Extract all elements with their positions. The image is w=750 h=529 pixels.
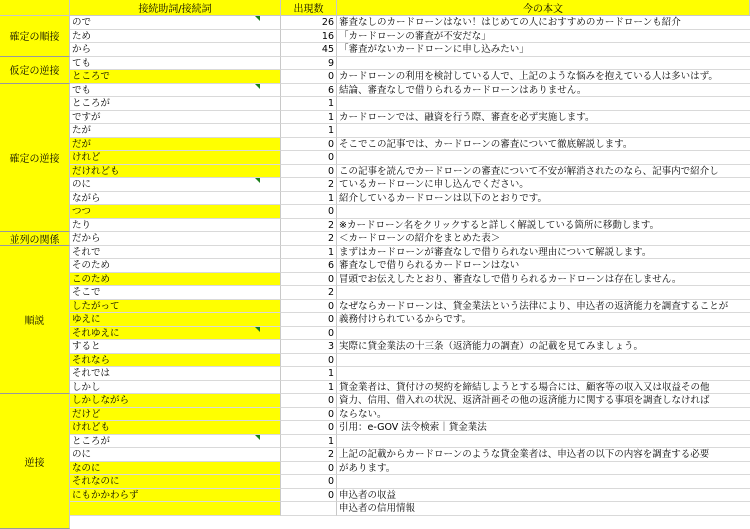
count-cell[interactable]: 2 — [281, 448, 337, 462]
table-row — [0, 219, 750, 233]
table-row — [0, 408, 750, 422]
body-text-cell[interactable]: 実際に貸金業法の十三条（返済能力の調査）の記載を見てみましょう。 — [337, 340, 750, 354]
count-cell[interactable]: 2 — [281, 219, 337, 233]
body-text-cell[interactable]: カードローンの利用を検討している人で、上記のような悩みを抱えている人は多いはず。 — [337, 70, 750, 84]
count-cell[interactable]: 0 — [281, 327, 337, 341]
count-cell[interactable]: 0 — [281, 394, 337, 408]
table-row — [0, 462, 750, 476]
count-cell[interactable]: 6 — [281, 84, 337, 98]
conjunction-cell[interactable]: そのため — [70, 259, 281, 273]
body-text-cell[interactable] — [337, 151, 750, 165]
conjunction-cell[interactable]: ながら — [70, 192, 281, 206]
count-cell[interactable]: 0 — [281, 354, 337, 368]
body-text-cell[interactable]: ならない。 — [337, 408, 750, 422]
body-text-cell[interactable]: そこでこの記事では、カードローンの審査について徹底解説します。 — [337, 138, 750, 152]
table-row — [0, 57, 750, 71]
table-row — [0, 340, 750, 354]
conjunction-cell[interactable]: だから — [70, 232, 281, 246]
count-cell[interactable]: 1 — [281, 124, 337, 138]
conjunction-cell[interactable]: だけれども — [70, 165, 281, 179]
conjunction-cell[interactable]: ですが — [70, 111, 281, 125]
category-group-cell[interactable]: 仮定の逆接 — [0, 57, 70, 84]
header-count[interactable]: 出現数 — [281, 0, 337, 16]
conjunction-cell[interactable]: ところが — [70, 435, 281, 449]
table-row — [0, 313, 750, 327]
body-text-cell[interactable] — [337, 286, 750, 300]
conjunction-cell[interactable] — [70, 502, 281, 516]
body-text-cell[interactable]: カードローンでは、融資を行う際、審査を必ず実施します。 — [337, 111, 750, 125]
body-text-cell[interactable]: ＜カードローンの紹介をまとめた表＞ — [337, 232, 750, 246]
conjunction-cell[interactable]: たり — [70, 219, 281, 233]
conjunction-cell[interactable]: にもかかわらず — [70, 489, 281, 503]
conjunction-cell[interactable]: ところで — [70, 70, 281, 84]
count-cell[interactable]: 0 — [281, 313, 337, 327]
comment-indicator-icon — [255, 435, 260, 440]
count-cell[interactable]: 1 — [281, 435, 337, 449]
body-text-cell[interactable] — [337, 205, 750, 219]
table-row — [0, 151, 750, 165]
count-cell[interactable]: 0 — [281, 151, 337, 165]
count-cell[interactable]: 0 — [281, 475, 337, 489]
body-text-cell[interactable]: があります。 — [337, 462, 750, 476]
body-text-cell[interactable]: ているカードローンに申し込んでください。 — [337, 178, 750, 192]
conjunction-cell[interactable]: なのに — [70, 462, 281, 476]
count-cell[interactable]: 6 — [281, 259, 337, 273]
conjunction-cell[interactable]: ても — [70, 57, 281, 71]
body-text-cell[interactable]: 引用：e-GOV 法令検索｜貸金業法 — [337, 421, 750, 435]
body-text-cell[interactable]: まずはカードローンが審査なしで借りられない理由について解説します。 — [337, 246, 750, 260]
table-row — [0, 489, 750, 503]
count-cell[interactable]: 0 — [281, 70, 337, 84]
body-text-cell[interactable] — [337, 475, 750, 489]
table-row — [0, 16, 750, 30]
table-row — [0, 381, 750, 395]
table-row — [0, 138, 750, 152]
conjunction-cell[interactable]: しかしながら — [70, 394, 281, 408]
body-text-cell[interactable]: 審査なしで借りられるカードローンはない — [337, 259, 750, 273]
count-cell[interactable]: 0 — [281, 165, 337, 179]
count-cell[interactable]: 1 — [281, 111, 337, 125]
table-row — [0, 394, 750, 408]
conjunction-cell[interactable]: だけど — [70, 408, 281, 422]
body-text-cell[interactable]: なぜならカードローンは、貸金業法という法律により、申込者の返済能力を調査することが — [337, 300, 750, 314]
category-group-cell[interactable]: 順説 — [0, 246, 70, 395]
count-cell[interactable]: 16 — [281, 30, 337, 44]
count-cell[interactable]: 0 — [281, 408, 337, 422]
body-text-cell[interactable]: 貸金業者は、貸付けの契約を締結しようとする場合には、顧客等の収入又は収益その他 — [337, 381, 750, 395]
body-text-cell[interactable]: 審査なしのカードローンはない！はじめての人におすすめのカードローンも紹介 — [337, 16, 750, 30]
conjunction-cell[interactable]: けれど — [70, 151, 281, 165]
table-row — [0, 165, 750, 179]
comment-indicator-icon — [255, 327, 260, 332]
table-row — [0, 273, 750, 287]
conjunction-cell[interactable]: けれども — [70, 421, 281, 435]
count-cell[interactable]: 3 — [281, 340, 337, 354]
conjunction-cell[interactable]: しかし — [70, 381, 281, 395]
table-row — [0, 475, 750, 489]
count-cell[interactable]: 1 — [281, 97, 337, 111]
count-cell[interactable]: 1 — [281, 381, 337, 395]
body-text-cell[interactable]: この記事を読んでカードローンの審査について不安が解消されたのなら、記事内で紹介し — [337, 165, 750, 179]
count-cell[interactable]: 0 — [281, 421, 337, 435]
count-cell[interactable]: 45 — [281, 43, 337, 57]
count-cell[interactable]: 1 — [281, 192, 337, 206]
count-cell[interactable]: 0 — [281, 300, 337, 314]
body-text-cell[interactable] — [337, 354, 750, 368]
conjunction-cell[interactable]: ので — [70, 16, 281, 30]
comment-indicator-icon — [255, 16, 260, 21]
conjunction-cell[interactable]: それで — [70, 246, 281, 260]
conjunction-cell[interactable]: それでは — [70, 367, 281, 381]
table-row — [0, 70, 750, 84]
count-cell[interactable]: 2 — [281, 178, 337, 192]
conjunction-cell[interactable]: から — [70, 43, 281, 57]
conjunction-cell[interactable]: たが — [70, 124, 281, 138]
category-group-cell[interactable]: 確定の順接 — [0, 16, 70, 57]
category-group-cell[interactable]: 確定の逆接 — [0, 84, 70, 233]
table-row — [0, 232, 750, 246]
comment-indicator-icon — [255, 178, 260, 183]
body-text-cell[interactable]: 「審査がないカードローンに申し込みたい」 — [337, 43, 750, 57]
comment-indicator-icon — [255, 84, 260, 89]
header-body-text[interactable]: 今の本文 — [337, 0, 750, 16]
body-text-cell[interactable]: 申込者の信用情報 — [337, 502, 750, 516]
table-row — [0, 30, 750, 44]
header-cell-a[interactable] — [0, 0, 70, 16]
conjunction-cell[interactable]: それゆえに — [70, 327, 281, 341]
table-row — [0, 354, 750, 368]
conjunction-cell[interactable]: ところが — [70, 97, 281, 111]
count-cell[interactable]: 0 — [281, 138, 337, 152]
count-cell[interactable]: 2 — [281, 286, 337, 300]
count-cell[interactable] — [281, 502, 337, 516]
table-row — [0, 192, 750, 206]
body-text-cell[interactable]: 結論、審査なしで借りられるカードローンはありません。 — [337, 84, 750, 98]
table-row — [0, 327, 750, 341]
body-text-cell[interactable]: 申込者の収益 — [337, 489, 750, 503]
conjunction-cell[interactable]: つつ — [70, 205, 281, 219]
table-row — [0, 259, 750, 273]
table-row — [0, 502, 750, 516]
body-text-cell[interactable]: 紹介しているカードローンは以下のとおりです。 — [337, 192, 750, 206]
body-text-cell[interactable] — [337, 97, 750, 111]
table-row — [0, 367, 750, 381]
body-text-cell[interactable] — [337, 367, 750, 381]
table-row — [0, 286, 750, 300]
count-cell[interactable]: 1 — [281, 367, 337, 381]
body-text-cell[interactable]: 資力、信用、借入れの状況、返済計画その他の返済能力に関する事項を調査しなければ — [337, 394, 750, 408]
table-row — [0, 124, 750, 138]
count-cell[interactable]: 9 — [281, 57, 337, 71]
table-row — [0, 300, 750, 314]
conjunction-cell[interactable]: そこで — [70, 286, 281, 300]
count-cell[interactable]: 0 — [281, 489, 337, 503]
table-row — [0, 97, 750, 111]
header-conjunction[interactable]: 接続助詞/接続詞 — [70, 0, 281, 16]
count-cell[interactable]: 0 — [281, 273, 337, 287]
table-row — [0, 421, 750, 435]
table-row — [0, 246, 750, 260]
table-row — [0, 178, 750, 192]
table-row — [0, 43, 750, 57]
table-row — [0, 84, 750, 98]
count-cell[interactable]: 1 — [281, 246, 337, 260]
conjunction-cell[interactable]: このため — [70, 273, 281, 287]
body-text-cell[interactable]: 義務付けられているからです。 — [337, 313, 750, 327]
table-row — [0, 111, 750, 125]
category-group-cell[interactable]: 逆接 — [0, 394, 70, 529]
body-text-cell[interactable]: 冒頭でお伝えしたとおり、審査なしで借りられるカードローンは存在しません。 — [337, 273, 750, 287]
body-text-cell[interactable]: 「カードローンの審査が不安だな」 — [337, 30, 750, 44]
body-text-cell[interactable] — [337, 57, 750, 71]
table-row — [0, 435, 750, 449]
table-row — [0, 448, 750, 462]
conjunction-cell[interactable]: だが — [70, 138, 281, 152]
conjunction-cell[interactable]: それなら — [70, 354, 281, 368]
count-cell[interactable]: 0 — [281, 462, 337, 476]
conjunction-cell[interactable]: のに — [70, 178, 281, 192]
conjunction-cell[interactable]: ため — [70, 30, 281, 44]
conjunction-cell[interactable]: それなのに — [70, 475, 281, 489]
count-cell[interactable]: 26 — [281, 16, 337, 30]
count-cell[interactable]: 0 — [281, 205, 337, 219]
conjunction-cell[interactable]: すると — [70, 340, 281, 354]
body-text-cell[interactable] — [337, 327, 750, 341]
body-text-cell[interactable]: ※カードローン名をクリックすると詳しく解説している箇所に移動します。 — [337, 219, 750, 233]
body-text-cell[interactable] — [337, 435, 750, 449]
table-row — [0, 205, 750, 219]
category-group-cell[interactable]: 並列の関係 — [0, 232, 70, 246]
count-cell[interactable]: 2 — [281, 232, 337, 246]
body-text-cell[interactable] — [337, 124, 750, 138]
conjunction-cell[interactable]: ゆえに — [70, 313, 281, 327]
conjunction-cell[interactable]: でも — [70, 84, 281, 98]
conjunction-cell[interactable]: のに — [70, 448, 281, 462]
body-text-cell[interactable]: 上記の記載からカードローンのような貸金業者は、申込者の以下の内容を調査する必要 — [337, 448, 750, 462]
conjunction-cell[interactable]: したがって — [70, 300, 281, 314]
